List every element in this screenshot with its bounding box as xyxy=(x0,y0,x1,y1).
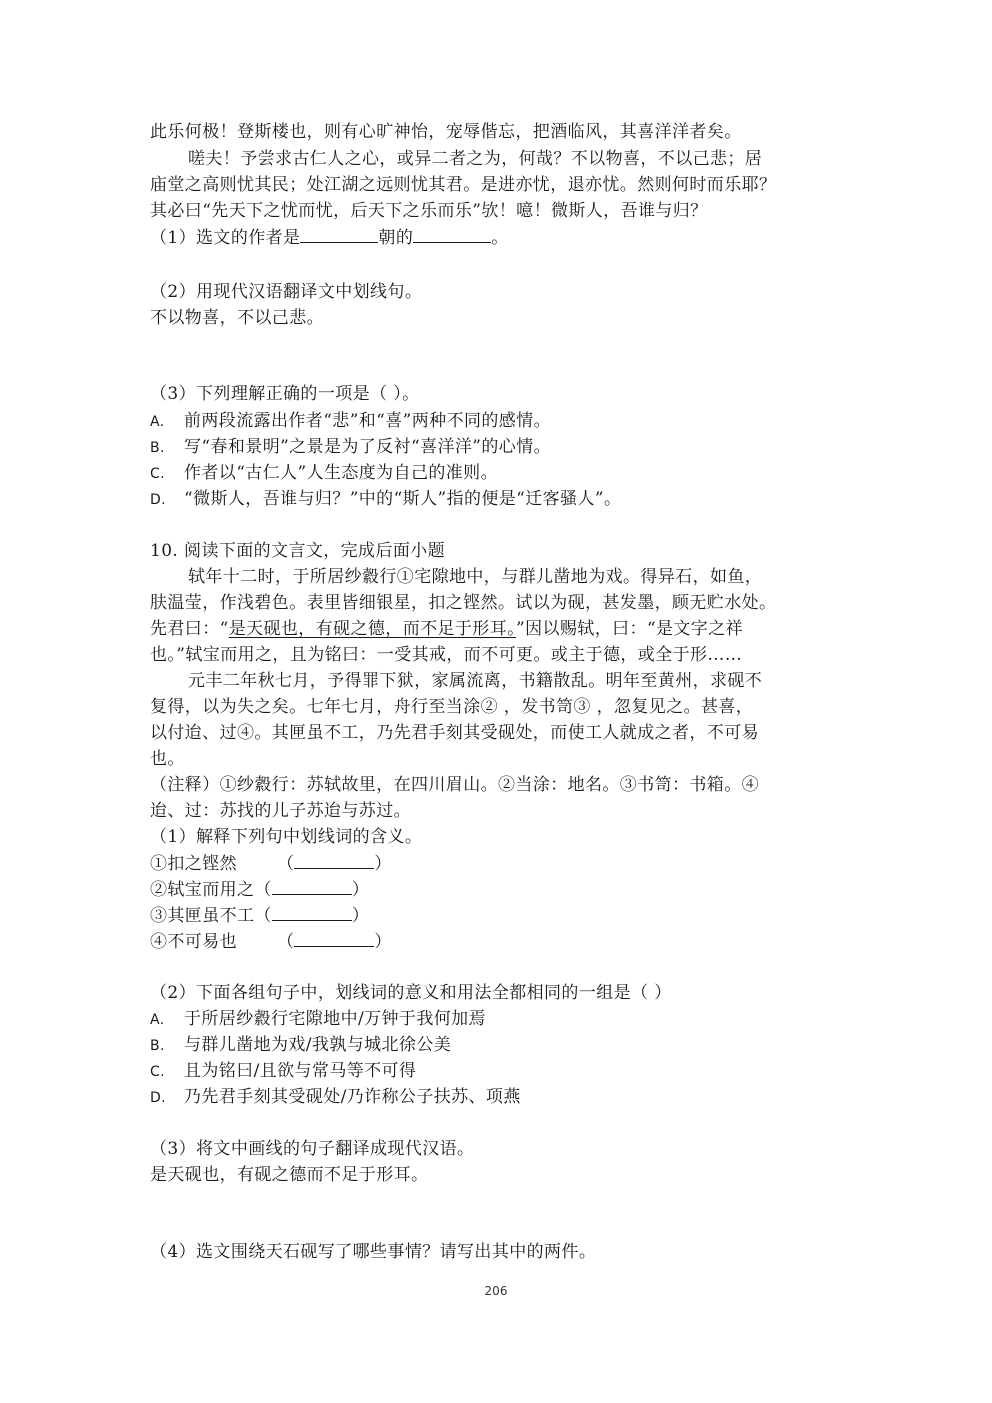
option-text: “微斯人，吾谁与归？”中的“斯人”指的便是“迁客骚人”。 xyxy=(184,489,622,509)
option-text: 于所居纱縠行宅隙地中/万钟于我何加焉 xyxy=(184,1009,486,1029)
passage-line: 复得，以为失之矣。七年七月，舟行至当涂② ，发书笥③ ，忽复见之。甚喜， xyxy=(150,697,754,717)
answer-blank[interactable] xyxy=(294,928,374,947)
answer-blank-author[interactable] xyxy=(300,224,378,243)
item-text: ②轼宝而用之 xyxy=(150,880,255,900)
option-text: 前两段流露出作者“悲”和“喜”两种不同的感情。 xyxy=(184,411,551,431)
question-text: 朝的 xyxy=(378,228,414,248)
option-b[interactable] xyxy=(150,434,850,461)
question-translate: （2）用现代汉语翻译文中划线句。 xyxy=(150,282,423,302)
paren: ） xyxy=(374,854,392,874)
annotation-line: 迨、过：苏找的儿子苏迨与苏过。 xyxy=(150,801,411,821)
option-text: 且为铭曰/且欲与常马等不可得 xyxy=(184,1061,417,1081)
option-letter: B. xyxy=(150,1038,165,1054)
option-letter: A. xyxy=(150,1012,165,1028)
question-choice: （2）下面各组句子中，划线词的意义和用法全都相同的一组是（ ） xyxy=(150,983,672,1003)
paren: （ xyxy=(254,880,272,900)
passage-text: 先君曰：“ xyxy=(150,619,229,639)
paren: ） xyxy=(351,880,370,900)
explain-item xyxy=(150,928,850,955)
question-translate: （3）将文中画线的句子翻译成现代汉语。 xyxy=(150,1139,475,1159)
passage-line: 也。”轼宝而用之，且为铭曰：一受其戒，而不可更。或主于德，或全于形…… xyxy=(150,645,743,665)
question-author xyxy=(150,224,850,251)
option-c[interactable] xyxy=(150,460,850,487)
option-a[interactable] xyxy=(150,1006,850,1033)
underlined-sentence: 是天砚也，有砚之德，而不足于形耳。 xyxy=(228,619,517,639)
option-d[interactable] xyxy=(150,486,850,513)
option-letter: D. xyxy=(150,1090,167,1106)
passage-line: 元丰二年秋七月，予得罪下狱，家属流离，书籍散乱。明年至黄州，求砚不 xyxy=(188,671,763,691)
item-text: ④不可易也 xyxy=(150,932,237,952)
explain-item xyxy=(150,850,850,877)
option-d[interactable] xyxy=(150,1084,850,1111)
translate-sentence: 是天砚也，有砚之德而不足于形耳。 xyxy=(150,1165,429,1185)
passage-line: 肤温莹，作浅碧色。表里皆细银星，扣之铿然。试以为砚，甚发墨，顾无贮水处。 xyxy=(150,593,777,613)
translate-sentence: 不以物喜，不以己悲。 xyxy=(150,308,324,328)
option-letter: A. xyxy=(150,414,165,430)
answer-blank[interactable] xyxy=(272,902,352,921)
passage-line: 也。 xyxy=(150,749,185,769)
option-b[interactable] xyxy=(150,1032,850,1059)
option-a[interactable] xyxy=(150,408,850,435)
explain-item xyxy=(150,902,850,929)
option-letter: C. xyxy=(150,1064,166,1080)
option-text: 作者以“古仁人”人生态度为自己的准则。 xyxy=(184,463,498,483)
passage-line xyxy=(150,616,850,642)
passage-line: 嗟夫！予尝求古仁人之心，或异二者之为，何哉？不以物喜，不以己悲；居 xyxy=(188,149,763,169)
question-explain: （1）解释下列句中划线词的含义。 xyxy=(150,827,423,847)
passage-line: 其必曰“先天下之忧而忧，后天下之乐而乐”欤！噫！微斯人，吾谁与归？ xyxy=(150,201,708,221)
question-open: （4）选文围绕天石砚写了哪些事情？请写出其中的两件。 xyxy=(150,1242,597,1262)
option-letter: C. xyxy=(150,466,166,482)
option-letter: B. xyxy=(150,440,165,456)
question-text: 。 xyxy=(491,228,509,248)
annotation-line: （注释）①纱縠行：苏轼故里，在四川眉山。②当涂：地名。③书笥：书箱。④ xyxy=(150,775,759,795)
option-text: 乃先君手刻其受砚处/乃诈称公子扶苏、项燕 xyxy=(184,1087,521,1107)
item-text: ①扣之铿然 xyxy=(150,854,237,874)
answer-blank[interactable] xyxy=(272,876,352,895)
question-choice: （3）下列理解正确的一项是（ ）。 xyxy=(150,384,420,404)
option-letter: D. xyxy=(150,492,167,508)
paren: （ xyxy=(277,854,295,874)
answer-blank[interactable] xyxy=(294,850,374,869)
page-number: 206 xyxy=(484,1284,508,1298)
option-text: 与群儿凿地为戏/我孰与城北徐公美 xyxy=(184,1035,452,1055)
passage-line: 此乐何极！登斯楼也，则有心旷神怡，宠辱偕忘，把酒临风，其喜洋洋者矣。 xyxy=(150,122,742,142)
explain-item xyxy=(150,876,850,903)
paren: （ xyxy=(254,906,272,926)
passage-line: 以付迨、过④。其匣虽不工，乃先君手刻其受砚处，而使工人就成之者，不可易 xyxy=(150,723,759,743)
paren: （ xyxy=(277,932,295,952)
passage-line: 庙堂之高则忧其民；处江湖之远则忧其君。是进亦忧，退亦忧。然则何时而乐耶？ xyxy=(150,175,777,195)
question-text: （1）选文的作者是 xyxy=(150,228,301,248)
option-c[interactable] xyxy=(150,1058,850,1085)
passage-text: ”因以赐轼，曰：“是文字之祥 xyxy=(516,619,743,639)
paren: ） xyxy=(374,932,392,952)
question-heading: 10. 阅读下面的文言文，完成后面小题 xyxy=(150,541,446,561)
answer-blank-dynasty[interactable] xyxy=(413,224,491,243)
item-text: ③其匣虽不工 xyxy=(150,906,255,926)
paren: ） xyxy=(351,906,370,926)
passage-line: 轼年十二时，于所居纱縠行①宅隙地中，与群儿凿地为戏。得异石，如鱼， xyxy=(188,567,763,587)
option-text: 写“春和景明”之景是为了反衬“喜洋洋”的心情。 xyxy=(184,437,551,457)
